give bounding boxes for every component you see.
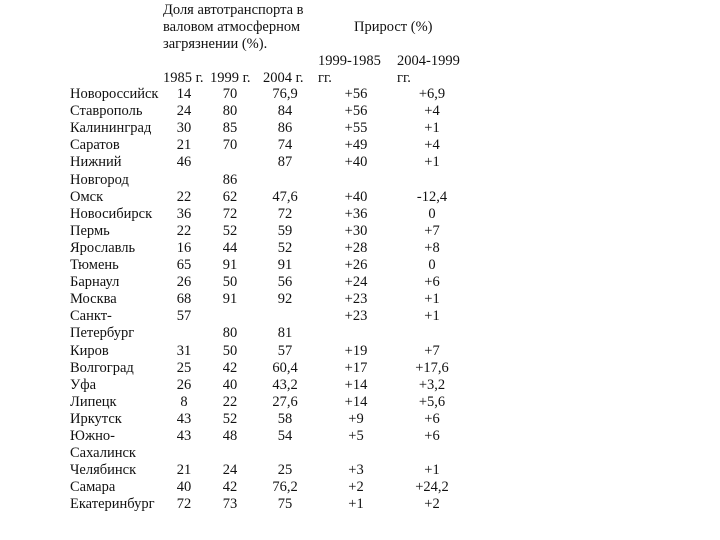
- city-cell: Новосибирск: [70, 205, 153, 222]
- value-1999: 52: [222, 222, 238, 239]
- growth-2004-1999: +6: [424, 410, 440, 427]
- city-cell: Саратов: [70, 137, 120, 154]
- growth-1999-1985: +24: [344, 274, 368, 291]
- value-2004: 59: [277, 222, 293, 239]
- growth-2004-1999: +3,2: [418, 376, 446, 393]
- value-1985: 21: [176, 462, 192, 479]
- growth-2004-1999: +6: [424, 274, 440, 291]
- growth-1999-1985: +5: [348, 428, 364, 444]
- column-header-growth2-line2: гг.: [397, 70, 411, 86]
- growth-1999-1985: +17: [344, 359, 368, 376]
- value-1999: 62: [222, 188, 238, 205]
- value-1999: 73: [222, 496, 238, 513]
- growth-2004-1999: +6: [424, 428, 440, 444]
- growth-1999-1985: +30: [344, 222, 368, 239]
- city-cell: Екатеринбург: [70, 496, 155, 513]
- value-1999: 44: [222, 239, 238, 256]
- growth-1999-1985: +14: [344, 393, 368, 410]
- value-1999: 72: [222, 205, 238, 222]
- column-header-1985: 1985 г.: [163, 70, 204, 86]
- growth-2004-1999: +5,6: [418, 393, 446, 410]
- growth-2004-1999: 0: [428, 205, 436, 222]
- growth-2004-1999: +7: [424, 222, 440, 239]
- city-cell: Волгоград: [70, 359, 134, 376]
- growth-1999-1985: +56: [344, 103, 368, 120]
- value-2004: 56: [277, 274, 293, 291]
- column-header-growth1-line2: гг.: [318, 70, 332, 86]
- city-cell: Москва: [70, 291, 117, 308]
- value-1985: 22: [176, 222, 192, 239]
- growth-1999-1985: +55: [344, 120, 368, 137]
- value-1999: 91: [222, 257, 238, 273]
- value-2004: 60,4: [272, 359, 298, 376]
- growth-2004-1999: +6,9: [418, 86, 446, 102]
- value-1999: 52: [222, 410, 238, 427]
- growth-1999-1985: +14: [344, 376, 368, 393]
- value-1985: 68: [176, 291, 192, 308]
- growth-2004-1999: +1: [424, 308, 440, 325]
- share-title-line2: валовом атмосферном: [163, 19, 301, 35]
- value-1999: 80: [222, 103, 238, 120]
- column-header-2004: 2004 г.: [263, 70, 304, 86]
- growth-2004-1999: 0: [428, 257, 436, 273]
- city-cell: Пермь: [70, 222, 110, 239]
- value-1985: 24: [176, 103, 192, 120]
- value-2004: 52: [277, 239, 293, 256]
- column-header-growth1-line1: 1999-1985: [318, 53, 381, 69]
- city-cell: Нижний: [70, 154, 122, 171]
- value-1985: 25: [176, 359, 192, 376]
- value-1985: 46: [176, 154, 192, 171]
- growth-2004-1999: +4: [424, 137, 440, 154]
- value-1985: 16: [176, 239, 192, 256]
- growth-2004-1999: +17,6: [415, 359, 449, 376]
- city-cell: Новгород: [70, 171, 129, 188]
- city-cell: Уфа: [70, 376, 97, 393]
- share-title-line3: загрязнении (%).: [163, 36, 268, 52]
- city-cell: Калининград: [70, 120, 152, 137]
- growth-1999-1985: +40: [344, 154, 368, 171]
- value-2004: 54: [277, 428, 293, 444]
- value-1985: 40: [176, 479, 192, 496]
- value-2004: 43,2: [272, 376, 298, 393]
- value-1985: 26: [176, 376, 192, 393]
- growth-1999-1985: +56: [344, 86, 368, 102]
- value-2004: 57: [277, 342, 293, 359]
- growth-2004-1999: +1: [424, 291, 440, 308]
- growth-2004-1999: +8: [424, 239, 440, 256]
- value-1999: 48: [222, 428, 238, 444]
- value-1999: 85: [222, 120, 238, 137]
- value-1985: 65: [176, 257, 192, 273]
- value-2004: 74: [277, 137, 293, 154]
- growth-2004-1999: +24,2: [415, 479, 449, 496]
- value-1985: 8: [180, 393, 188, 410]
- city-cell: Самара: [70, 479, 116, 496]
- value-1999: 24: [222, 462, 238, 479]
- value-1999: 42: [222, 479, 238, 496]
- growth-1999-1985: +3: [348, 462, 364, 479]
- value-1999: 70: [222, 137, 238, 154]
- value-1985: 43: [176, 410, 192, 427]
- city-cell: Омск: [70, 188, 104, 205]
- growth-2004-1999: +1: [424, 462, 440, 479]
- value-1999: 80: [222, 325, 238, 342]
- value-2004: 91: [277, 257, 293, 273]
- city-cell: Барнаул: [70, 274, 120, 291]
- value-1999: 70: [222, 86, 238, 102]
- growth-1999-1985: +49: [344, 137, 368, 154]
- growth-1999-1985: +2: [348, 479, 364, 496]
- value-1985: 22: [176, 188, 192, 205]
- value-2004: 47,6: [272, 188, 298, 205]
- value-1999: 50: [222, 342, 238, 359]
- growth-2004-1999: +2: [424, 496, 440, 513]
- value-2004: 76,9: [272, 86, 298, 102]
- growth-1999-1985: +36: [344, 205, 368, 222]
- value-2004: 81: [277, 325, 293, 342]
- value-1999: 22: [222, 393, 238, 410]
- city-cell: Ставрополь: [70, 103, 143, 120]
- value-1985: 30: [176, 120, 192, 137]
- value-2004: 76,2: [272, 479, 298, 496]
- growth-1999-1985: +40: [344, 188, 368, 205]
- growth-2004-1999: +4: [424, 103, 440, 120]
- growth-title: Прирост (%): [354, 19, 433, 35]
- growth-2004-1999: +1: [424, 154, 440, 171]
- value-1985: 26: [176, 274, 192, 291]
- value-1999: 42: [222, 359, 238, 376]
- share-title-line1: Доля автотранспорта в: [163, 2, 304, 18]
- city-cell: Тюмень: [70, 257, 119, 273]
- growth-2004-1999: -12,4: [416, 188, 448, 205]
- growth-1999-1985: +23: [344, 308, 368, 325]
- city-cell: Санкт-: [70, 308, 112, 325]
- city-cell: Сахалинск: [70, 445, 136, 462]
- value-1985: 36: [176, 205, 192, 222]
- value-2004: 72: [277, 205, 293, 222]
- value-2004: 86: [277, 120, 293, 137]
- value-1999: 86: [222, 171, 238, 188]
- value-2004: 27,6: [272, 393, 298, 410]
- value-2004: 87: [277, 154, 293, 171]
- column-header-growth2-line1: 2004-1999: [397, 53, 460, 69]
- growth-2004-1999: +1: [424, 120, 440, 137]
- value-1985: 72: [176, 496, 192, 513]
- city-cell: Липецк: [70, 393, 117, 410]
- column-header-1999: 1999 г.: [210, 70, 251, 86]
- growth-1999-1985: +26: [344, 257, 368, 273]
- city-cell: Петербург: [70, 325, 135, 342]
- value-2004: 84: [277, 103, 293, 120]
- growth-1999-1985: +1: [348, 496, 364, 513]
- value-2004: 58: [277, 410, 293, 427]
- city-cell: Ярославль: [70, 239, 136, 256]
- city-cell: Новороссийск: [70, 86, 159, 102]
- city-cell: Южно-: [70, 428, 115, 444]
- city-cell: Киров: [70, 342, 109, 359]
- value-1985: 14: [176, 86, 192, 102]
- growth-1999-1985: +28: [344, 239, 368, 256]
- growth-2004-1999: +7: [424, 342, 440, 359]
- value-1985: 21: [176, 137, 192, 154]
- value-1985: 57: [176, 308, 192, 325]
- value-2004: 75: [277, 496, 293, 513]
- growth-1999-1985: +19: [344, 342, 368, 359]
- value-1999: 40: [222, 376, 238, 393]
- value-2004: 92: [277, 291, 293, 308]
- city-cell: Челябинск: [70, 462, 137, 479]
- value-2004: 25: [277, 462, 293, 479]
- value-1999: 50: [222, 274, 238, 291]
- growth-1999-1985: +9: [348, 410, 364, 427]
- value-1985: 31: [176, 342, 192, 359]
- growth-1999-1985: +23: [344, 291, 368, 308]
- value-1999: 91: [222, 291, 238, 308]
- city-cell: Иркутск: [70, 410, 122, 427]
- value-1985: 43: [176, 428, 192, 444]
